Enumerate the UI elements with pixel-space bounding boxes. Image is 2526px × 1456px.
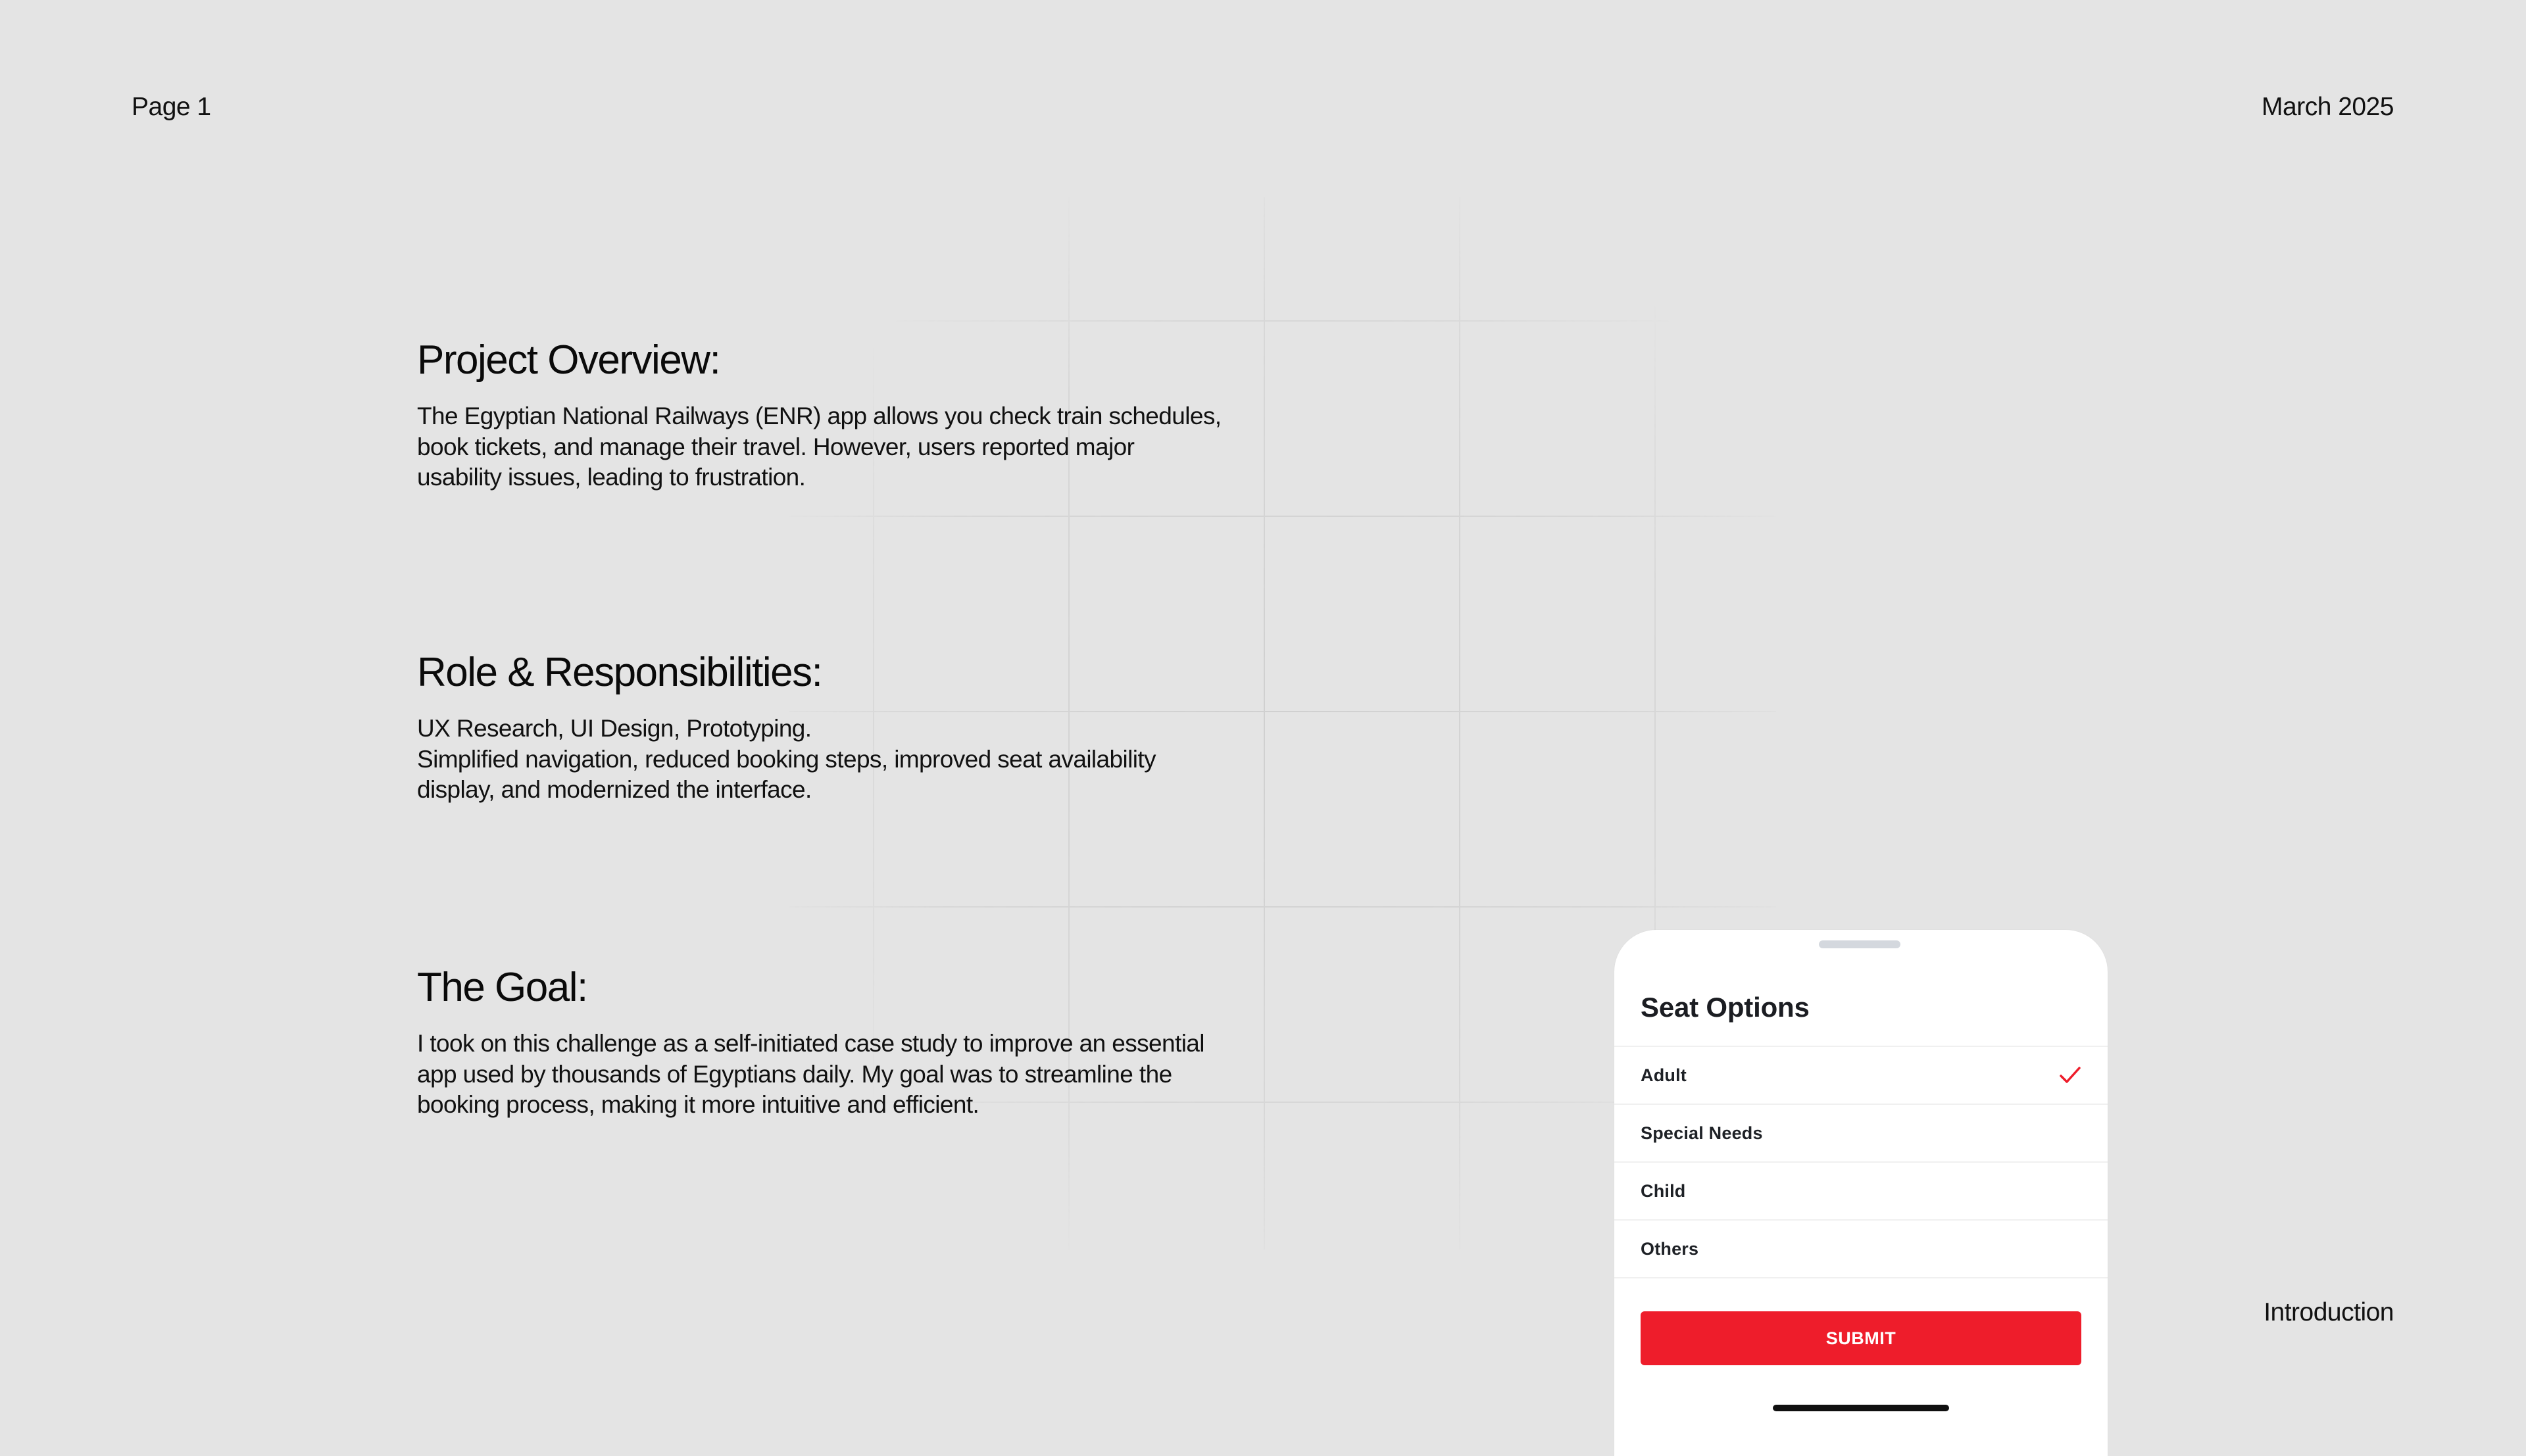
- check-icon: [2059, 1065, 2081, 1085]
- sheet-drag-handle[interactable]: [1819, 940, 1900, 948]
- project-overview-line: The Egyptian National Railways (ENR) app allows you check train schedules,: [417, 402, 1222, 429]
- home-indicator: [1773, 1405, 1949, 1411]
- seat-option-label: Adult: [1641, 1065, 1687, 1085]
- seat-option-label: Others: [1641, 1238, 1699, 1259]
- seat-options-sheet: [1614, 930, 2108, 1456]
- page-number: Page 1: [132, 93, 211, 121]
- role-responsibilities-section: [417, 646, 1259, 806]
- submit-button[interactable]: SUBMIT: [1641, 1311, 2081, 1365]
- role-responsibilities-line: Simplified navigation, reduced booking steps, improved seat availability: [417, 745, 1156, 773]
- seat-options-list: [1614, 1046, 2108, 1278]
- project-overview-line: book tickets, and manage their travel. However, users reported major: [417, 433, 1135, 460]
- seat-option-label: Special Needs: [1641, 1123, 1763, 1143]
- goal-line: I took on this challenge as a self-initiated case study to improve an essential: [417, 1030, 1204, 1057]
- goal-line: app used by thousands of Egyptians daily. My goal was to streamline the: [417, 1060, 1172, 1088]
- page-date: March 2025: [2262, 93, 2394, 121]
- project-overview-section: [417, 334, 1259, 493]
- seat-options-title: Seat Options: [1641, 992, 1810, 1023]
- role-responsibilities-text: [417, 714, 1259, 806]
- goal-title: The Goal:: [417, 965, 587, 1010]
- role-responsibilities-title: Role & Responsibilities:: [417, 650, 822, 695]
- seat-option-child[interactable]: [1614, 1163, 2108, 1221]
- seat-option-label: Child: [1641, 1180, 1686, 1201]
- role-responsibilities-line: display, and modernized the interface.: [417, 776, 812, 803]
- project-overview-text: [417, 401, 1259, 493]
- seat-option-others[interactable]: [1614, 1221, 2108, 1278]
- project-overview-line: usability issues, leading to frustration.: [417, 464, 806, 491]
- goal-text: [417, 1029, 1259, 1121]
- section-name: Introduction: [2264, 1298, 2394, 1326]
- goal-line: booking process, making it more intuitive and efficient.: [417, 1091, 979, 1118]
- seat-option-special-needs[interactable]: [1614, 1105, 2108, 1163]
- project-overview-title: Project Overview:: [417, 337, 720, 383]
- seat-option-adult[interactable]: [1614, 1047, 2108, 1105]
- goal-section: [417, 961, 1259, 1121]
- role-responsibilities-line: UX Research, UI Design, Prototyping.: [417, 715, 812, 742]
